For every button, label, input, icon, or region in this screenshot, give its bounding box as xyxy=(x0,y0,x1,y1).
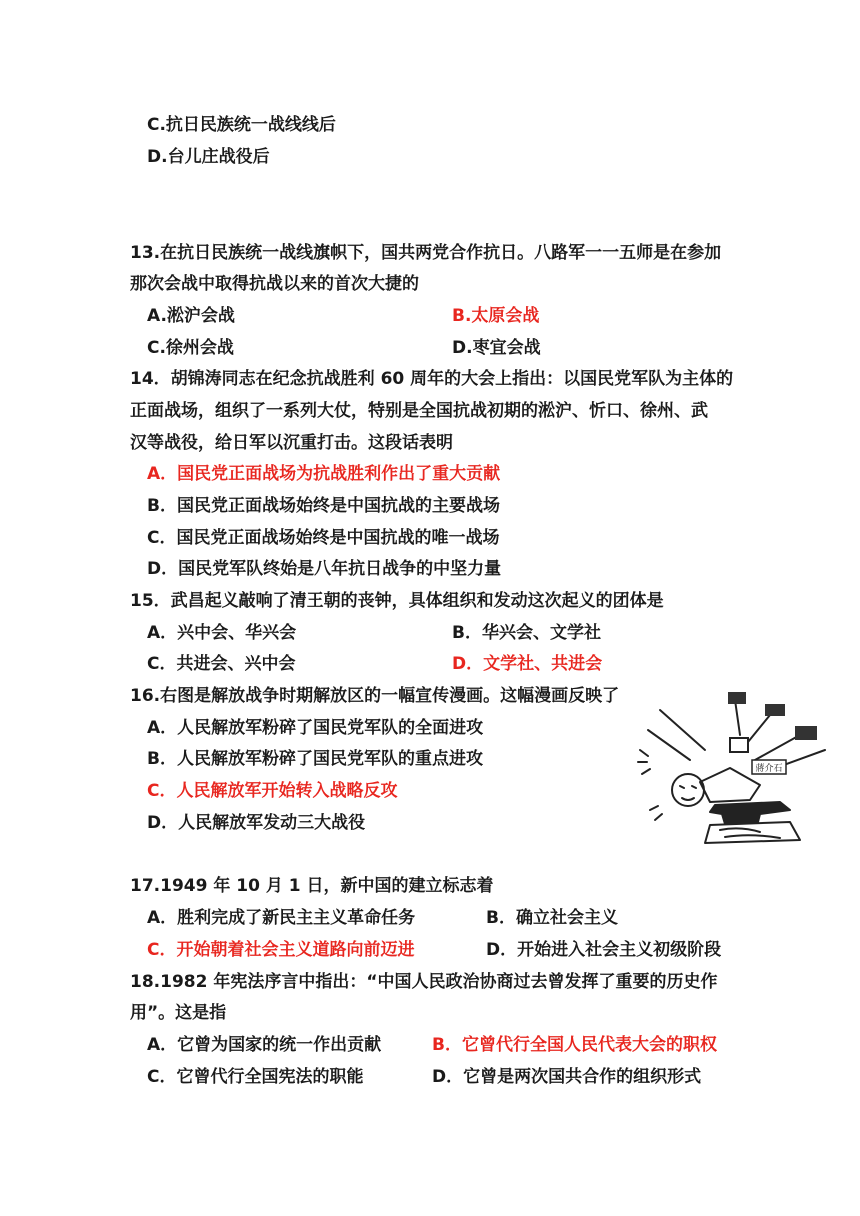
hammer-head-3 xyxy=(730,738,748,752)
hammer-handle-2 xyxy=(748,715,770,742)
q14-stem-line3: 汉等战役，给日军以沉重打击。这段话表明 xyxy=(130,433,453,453)
q16-option-c-answer: C．人民解放军开始转入战略反攻 xyxy=(147,781,398,801)
q15-option-a: A．兴中会、华兴会 xyxy=(147,623,297,643)
q18-option-d: D．它曾是两次国共合作的组织形式 xyxy=(432,1067,702,1087)
q13-option-a: A.淞沪会战 xyxy=(147,306,235,326)
q18-option-a: A．它曾为国家的统一作出贡献 xyxy=(147,1035,382,1055)
figure-head xyxy=(672,774,704,806)
cartoon-label: 蔣介石 xyxy=(755,764,783,774)
q13-option-b-answer: B.太原会战 xyxy=(452,306,540,326)
q15-stem: 15．武昌起义敲响了清王朝的丧钟，具体组织和发动这次起义的团体是 xyxy=(130,591,664,611)
q14-option-d: D．国民党军队终始是八年抗日战争的中坚力量 xyxy=(147,559,502,579)
q13-option-c: C.徐州会战 xyxy=(147,338,234,358)
hammer-head-2 xyxy=(765,704,785,716)
q12-option-c: C.抗日民族统一战线线后 xyxy=(147,115,336,135)
q18-option-b-answer: B．它曾代行全国人民代表大会的职权 xyxy=(432,1035,717,1055)
q13-stem-line2: 那次会战中取得抗战以来的首次大捷的 xyxy=(130,274,419,294)
q18-option-c: C．它曾代行全国宪法的职能 xyxy=(147,1067,364,1087)
q14-option-c: C．国民党正面战场始终是中国抗战的唯一战场 xyxy=(147,528,500,548)
q16-option-b: B．人民解放军粉碎了国民党军队的重点进攻 xyxy=(147,749,483,769)
q13-stem-line1: 13.在抗日民族统一战线旗帜下，国共两党合作抗日。八路军一一五师是在参加 xyxy=(130,243,722,263)
q16-option-d: D．人民解放军发动三大战役 xyxy=(147,813,366,833)
q13-option-d: D.枣宜会战 xyxy=(452,338,541,358)
arm-left xyxy=(648,730,690,760)
q18-stem-line1: 18.1982 年宪法序言中指出：“中国人民政治协商过去曾发挥了重要的历史作 xyxy=(130,972,718,992)
q17-option-b: B．确立社会主义 xyxy=(486,908,618,928)
hammer-handle-3 xyxy=(755,735,800,760)
q15-option-c: C．共进会、兴中会 xyxy=(147,654,296,674)
propaganda-cartoon-image xyxy=(630,690,830,845)
q14-stem-line1: 14．胡锦涛同志在纪念抗战胜利 60 周年的大会上指出：以国民党军队为主体的 xyxy=(130,369,734,389)
q16-stem: 16.右图是解放战争时期解放区的一幅宣传漫画。这幅漫画反映了 xyxy=(130,686,620,706)
q14-stem-line2: 正面战场，组织了一系列大仗，特别是全国抗战初期的淞沪、忻口、徐州、武 xyxy=(130,401,708,421)
q15-option-b: B．华兴会、文学社 xyxy=(452,623,601,643)
q17-stem: 17.1949 年 10 月 1 日，新中国的建立标志着 xyxy=(130,876,494,896)
q18-stem-line2: 用”。这是指 xyxy=(130,1003,227,1023)
hammer-head-4 xyxy=(795,726,817,740)
q17-option-c-answer: C．开始朝着社会主义道路向前迈进 xyxy=(147,940,415,960)
hammer-handle-1 xyxy=(735,700,740,735)
q17-option-d: D．开始进入社会主义初级阶段 xyxy=(486,940,722,960)
q15-option-d-answer: D．文学社、共进会 xyxy=(452,654,603,674)
q17-option-a: A．胜利完成了新民主主义革命任务 xyxy=(147,908,416,928)
q12-option-d: D.台儿庄战役后 xyxy=(147,147,270,167)
hammer-head-1 xyxy=(728,692,746,704)
q14-option-a-answer: A．国民党正面战场为抗战胜利作出了重大贡献 xyxy=(147,464,501,484)
q16-option-a: A．人民解放军粉碎了国民党军队的全面进攻 xyxy=(147,718,484,738)
q14-option-b: B．国民党正面战场始终是中国抗战的主要战场 xyxy=(147,496,500,516)
